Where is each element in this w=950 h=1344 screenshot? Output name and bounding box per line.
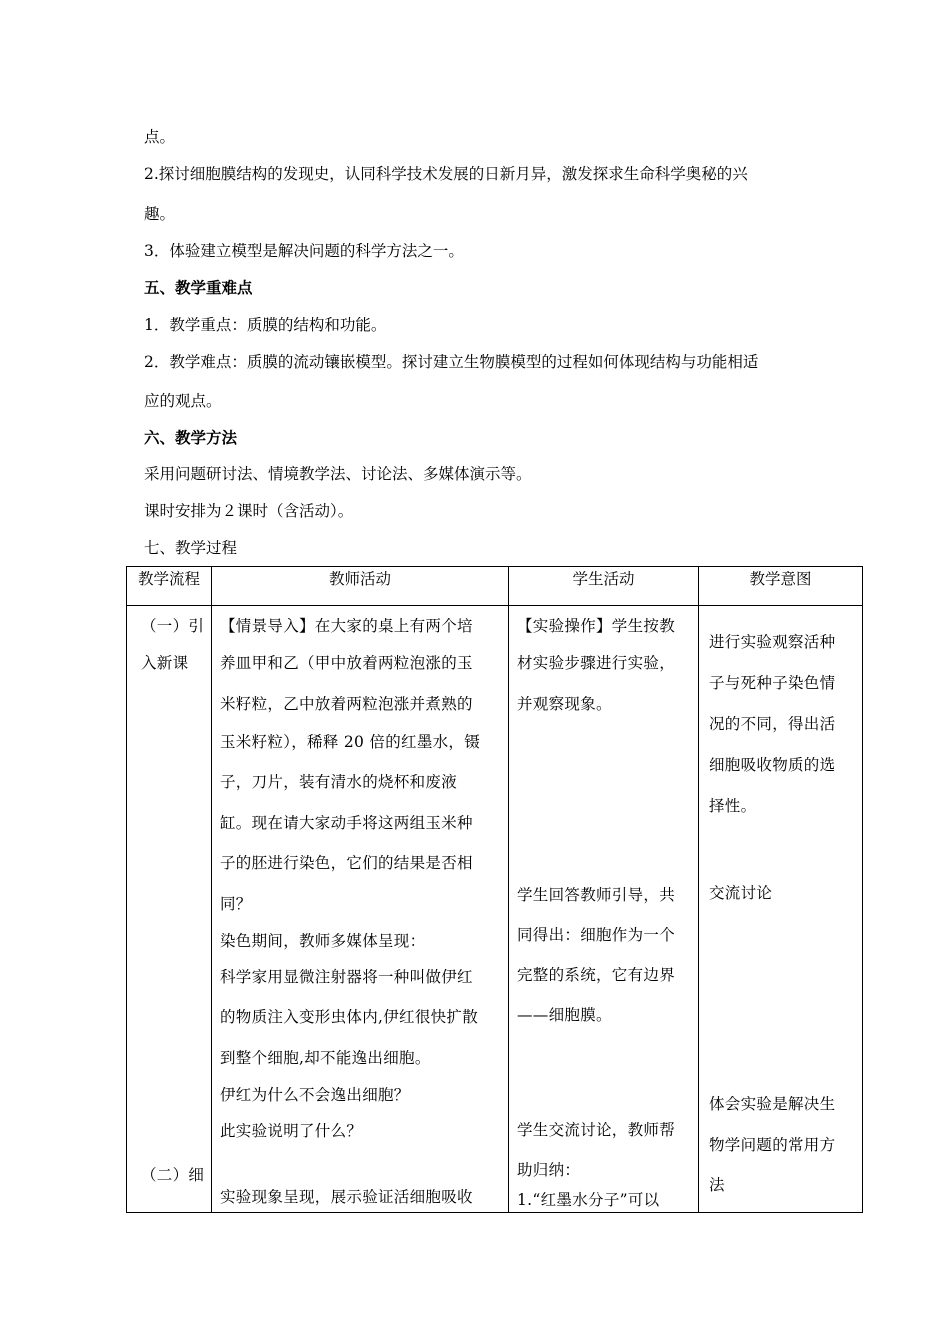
header-teacher: 教师活动 [212, 567, 509, 606]
intent-line: 择性。 [709, 797, 757, 815]
intent-line: 细胞吸收物质的选 [709, 756, 836, 774]
student-line: 同得出：细胞作为一个 [517, 926, 676, 944]
intent-line: 交流讨论 [709, 884, 773, 902]
teacher-line: 玉米籽粒），稀释 20 倍的红墨水，镊 [220, 733, 481, 751]
teacher-line: 子的胚进行染色，它们的结果是否相 [220, 854, 473, 872]
flow-line: 入新课 [141, 654, 189, 672]
teacher-line: 【情景导入】在大家的桌上有两个培 [220, 617, 473, 635]
teacher-line: 养皿甲和乙（甲中放着两粒泡涨的玉 [220, 654, 473, 672]
header-intent: 教学意图 [699, 567, 863, 606]
intent-line: 物学问题的常用方 [709, 1136, 836, 1154]
teacher-line: 科学家用显微注射器将一种叫做伊红 [220, 968, 473, 986]
intent-cell [699, 606, 863, 1213]
teacher-line: 到整个细胞,却不能逸出细胞。 [220, 1049, 431, 1067]
student-line: 【实验操作】学生按教 [517, 617, 676, 635]
student-line: 助归纳： [517, 1161, 581, 1179]
teacher-line: 伊红为什么不会逸出细胞？ [220, 1086, 410, 1104]
teacher-line: 同？ [220, 895, 252, 913]
flow-cell [127, 606, 212, 1213]
intent-line: 法 [709, 1176, 725, 1194]
student-line: ——细胞膜。 [517, 1006, 612, 1024]
text-line: 2.探讨细胞膜结构的发现史，认同科学技术发展的日新月异，激发探求生命科学奥秘的兴 [144, 165, 748, 183]
intent-line: 体会实验是解决生 [709, 1095, 836, 1113]
section-heading: 六、教学方法 [144, 428, 238, 447]
text-line: 点。 [144, 128, 176, 146]
teacher-line: 子，刀片，装有清水的烧杯和废液 [220, 773, 458, 791]
intent-line: 子与死种子染色情 [709, 674, 836, 692]
teacher-line: 米籽粒，乙中放着两粒泡涨并煮熟的 [220, 695, 473, 713]
text-line: 2．教学难点：质膜的流动镶嵌模型。探讨建立生物膜模型的过程如何体现结构与功能相适 [144, 353, 759, 371]
student-line: 并观察现象。 [517, 695, 612, 713]
teacher-line: 此实验说明了什么？ [220, 1122, 363, 1140]
text-line: 3．体验建立模型是解决问题的科学方法之一。 [144, 242, 464, 260]
section-heading: 五、教学重难点 [144, 278, 253, 297]
teacher-line: 染色期间，教师多媒体呈现： [220, 932, 426, 950]
table-header-row [127, 567, 863, 606]
intent-line: 进行实验观察活种 [709, 633, 836, 651]
text-line: 应的观点。 [144, 392, 222, 410]
flow-line: （二）细 [141, 1166, 205, 1184]
flow-line: （一）引 [141, 617, 205, 635]
teacher-line: 实验现象呈现，展示验证活细胞吸收 [220, 1188, 473, 1206]
teacher-line: 缸。现在请大家动手将这两组玉米种 [220, 814, 473, 832]
text-line: 采用问题研讨法、情境教学法、讨论法、多媒体演示等。 [144, 465, 532, 483]
student-line: 材实验步骤进行实验， [517, 654, 676, 672]
text-line: 1．教学重点：质膜的结构和功能。 [144, 316, 387, 334]
teaching-process-table [126, 566, 863, 1213]
intent-line: 况的不同，得出活 [709, 715, 836, 733]
teacher-line: 的物质注入变形虫体内,伊红很快扩散 [220, 1008, 479, 1026]
header-student: 学生活动 [509, 567, 699, 606]
student-line: 学生交流讨论，教师帮 [517, 1121, 676, 1139]
student-line: 学生回答教师引导，共 [517, 886, 676, 904]
header-flow: 教学流程 [127, 567, 212, 606]
section-heading: 七、教学过程 [144, 539, 238, 557]
student-line: 1.“红墨水分子”可以 [517, 1191, 660, 1209]
text-line: 趣。 [144, 205, 176, 223]
student-line: 完整的系统，它有边界 [517, 966, 676, 984]
text-line: 课时安排为２课时（含活动）。 [144, 502, 354, 520]
teacher-cell [212, 606, 509, 1213]
student-cell [509, 606, 699, 1213]
table-row [127, 606, 863, 1213]
